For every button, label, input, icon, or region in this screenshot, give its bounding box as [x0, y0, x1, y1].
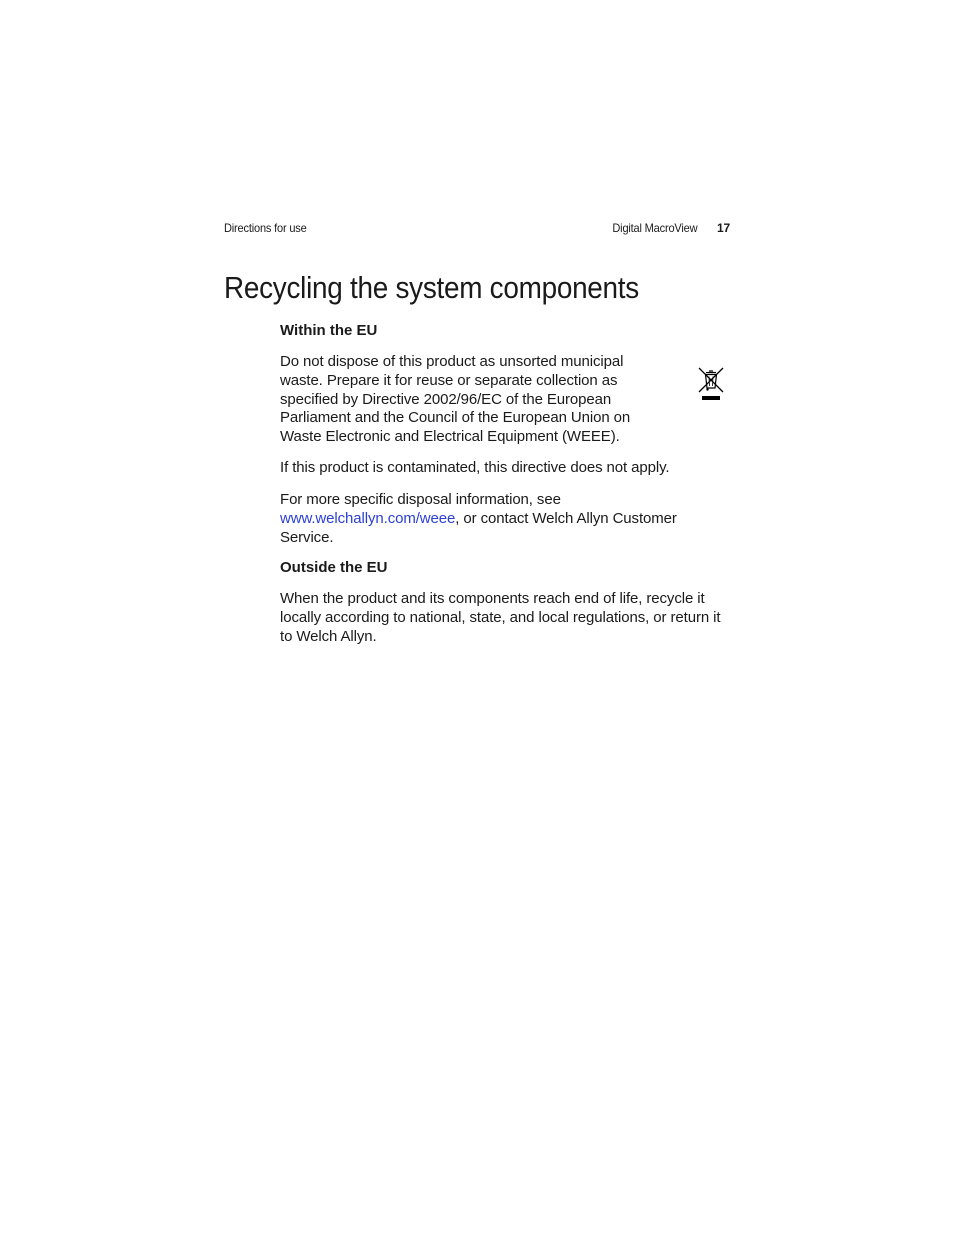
page-number: 17	[717, 221, 730, 235]
running-header-left: Directions for use	[224, 221, 307, 235]
running-header-right	[605, 221, 730, 235]
document-name: Digital MacroView	[612, 221, 698, 235]
page-title: Recycling the system components	[224, 270, 639, 305]
paragraph-more-info	[280, 491, 720, 547]
weee-website-link[interactable]: www.welchallyn.com/weee	[280, 509, 456, 527]
weee-crossed-bin-icon	[697, 367, 725, 401]
more-info-text-before: For more specific disposal information, see	[280, 491, 561, 508]
heading-within-eu: Within the EU	[280, 322, 378, 339]
paragraph-disposal-directive: Do not dispose of this product as unsorted municipal waste. Prepare it for reuse or separate collection as specified by Directive 2002/96/EC of the European Parliament and the Council of the European Union on Waste Electronic and Electrical Equipment (WEEE).	[280, 353, 631, 446]
paragraph-outside-eu: When the product and its components reach end of life, recycle it locally according to national, state, and local regulations, or return it to Welch Allyn.	[280, 590, 721, 645]
more-info-text-after: , or contact Welch Allyn Customer Service.	[280, 509, 677, 546]
heading-outside-eu: Outside the EU	[280, 559, 388, 576]
paragraph-contaminated: If this product is contaminated, this directive does not apply.	[280, 459, 670, 476]
